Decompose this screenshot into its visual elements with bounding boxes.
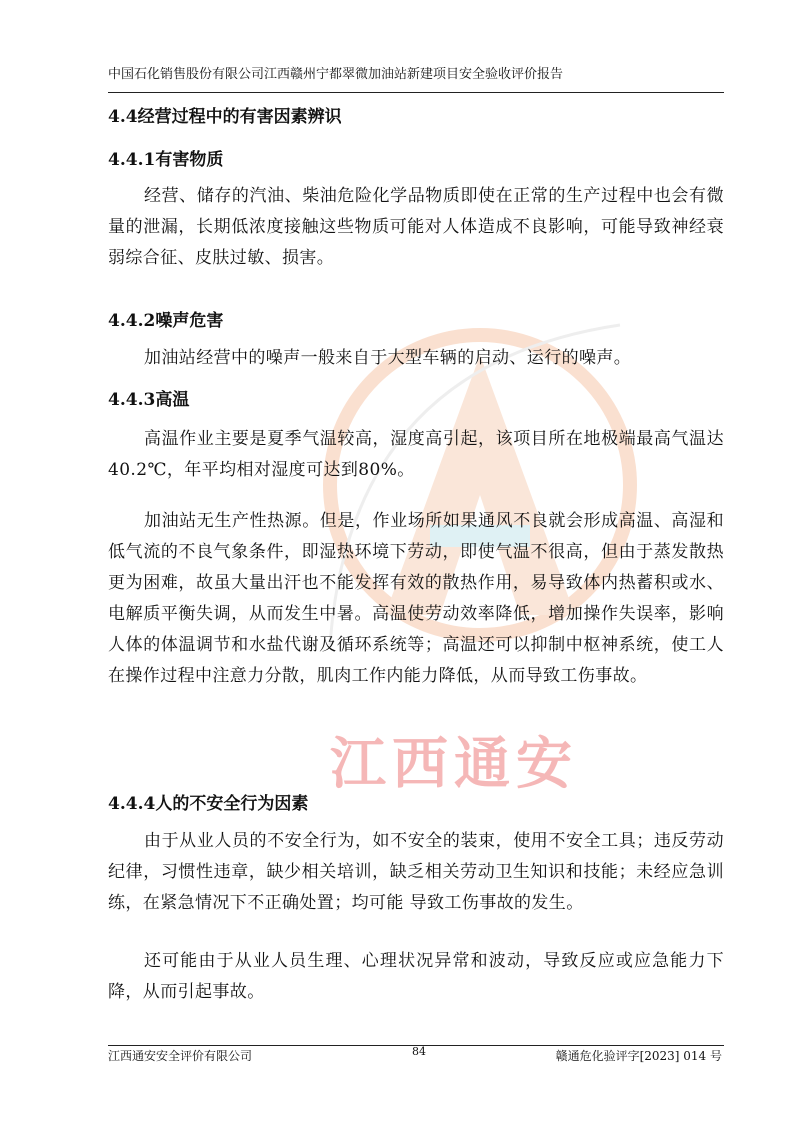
section-heading-4-4-2: 4.4.2噪声危害: [108, 311, 224, 331]
header-divider: [108, 92, 724, 93]
running-header: 中国石化销售股份有限公司江西赣州宁都翠微加油站新建项目安全验收评价报告: [108, 67, 564, 82]
paragraph-high-temp-2: 加油站无生产性热源。但是，作业场所如果通风不良就会形成高温、高湿和低气流的不良气象条件，即湿热环境下劳动，即使气温不很高，但由于蒸发散热更为困难，故虽大量出汗也不能发挥有效的散热作用，易导致体内热蓄积或水、电解质平衡失调，从而发生中暑。高温使劳动效率降低，增加操作失误率，影响人体的体温调节和水盐代谢及循环系统等；高温还可以抑制中枢神系统，使工人在操作过程中注意力分散，肌肉工作内能力降低，从而导致工伤事故。: [108, 511, 724, 686]
page-number: 84: [412, 1045, 426, 1058]
section-heading-4-4-4: 4.4.4人的不安全行为因素: [108, 794, 309, 814]
footer-company: 江西通安安全评价有限公司: [108, 1049, 253, 1063]
section-heading-4-4-3: 4.4.3高温: [108, 390, 190, 410]
paragraph-high-temp-1: 高温作业主要是夏季气温较高，湿度高引起，该项目所在地极端最高气温达40.2℃，年平均相对湿度可达到80%。: [108, 429, 724, 480]
section-heading-4-4-1: 4.4.1有害物质: [108, 150, 224, 170]
section-heading-4-4: 4.4经营过程中的有害因素辨识: [108, 107, 342, 127]
paragraph-unsafe-behavior-2: 还可能由于从业人员生理、心理状况异常和波动，导致反应或应急能力下降，从而引起事故。: [108, 951, 724, 1002]
paragraph-noise: 加油站经营中的噪声一般来自于大型车辆的启动、运行的噪声。: [144, 348, 632, 368]
paragraph-unsafe-behavior-1: 由于从业人员的不安全行为，如不安全的装束，使用不安全工具；违反劳动纪律，习惯性违章，缺少相关培训，缺乏相关劳动卫生知识和技能；未经应急训练，在紧急情况下不正确处置；均可能 导致工伤事故的发生。: [108, 831, 724, 913]
watermark-text: 江西通安: [330, 732, 578, 797]
footer-doc-number: 赣通危化验评字[2023] 014 号: [555, 1049, 722, 1063]
paragraph-harmful-substances: 经营、储存的汽油、柴油危险化学品物质即使在正常的生产过程中也会有微量的泄漏，长期低浓度接触这些物质可能对人体造成不良影响，可能导致神经衰弱综合征、皮肤过敏、损害。: [108, 186, 724, 268]
